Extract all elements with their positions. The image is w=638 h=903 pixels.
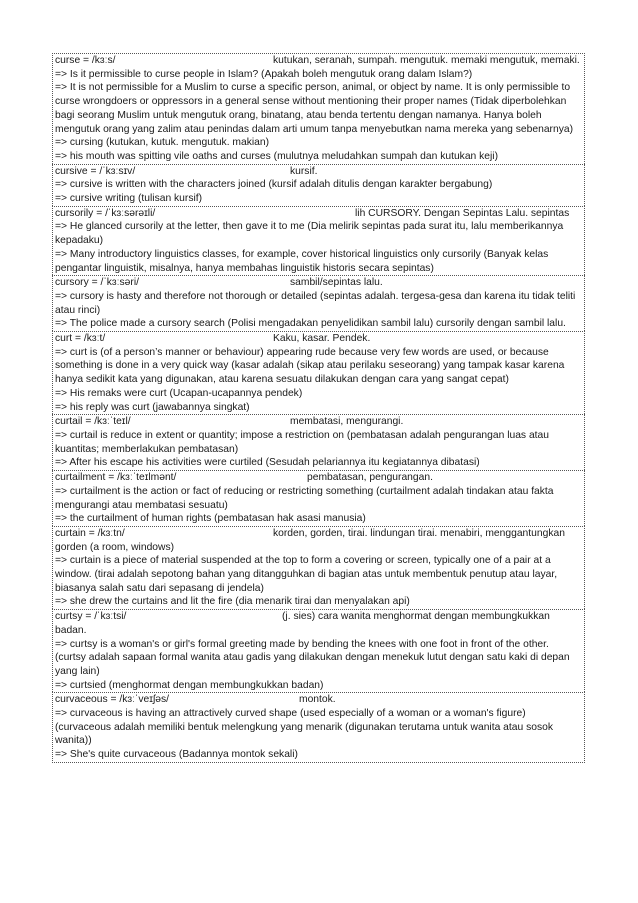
entry-headword-line <box>55 165 582 179</box>
entry-example-line: => cursing (kutukan, kutuk. mengutuk. makian) <box>55 137 270 149</box>
entry-headword-line <box>55 332 582 346</box>
entry-term: cursorily = /ˈkɜːsərəɪli/ <box>55 207 156 219</box>
entry-meaning: kutukan, seranah, sumpah. mengutuk. memaki mengutuk, memaki. <box>273 55 580 66</box>
entry-example-line: => curvaceous is having an attractively curved shape (used especially of a woman or a woman's figure) (curvaceous adalah memiliki bentuk melengkung yang menarik (digunakan terutama untuk wanita atau sosok wanita)) <box>55 708 553 747</box>
dictionary-entry <box>52 414 585 470</box>
entry-headword-line <box>55 693 582 707</box>
entry-meaning: membatasi, mengurangi. <box>290 416 404 428</box>
entry-example-line: => His remaks were curt (Ucapan-ucapannya pendek) <box>55 387 303 399</box>
entry-headword-line <box>55 276 582 290</box>
entry-term: curtsy = /ˈkɜːtsi/ <box>55 611 127 623</box>
entry-example-line: => Many introductory linguistics classes, for example, cover historical linguistics only cursorily (Banyak kelas pengantar linguistik, misalnya, hanya membahas linguistik historis secara sepintas) <box>55 248 549 274</box>
entry-meaning: kursif. <box>290 165 318 177</box>
entry-meaning: Kaku, kasar. Pendek. <box>273 333 371 345</box>
dictionary-entry <box>52 609 585 692</box>
dictionary-entry <box>52 275 585 331</box>
entry-headword-line <box>55 207 582 221</box>
entry-example-line: => The police made a cursory search (Polisi mengadakan penyelidikan sambil lalu) cursorily dengan sambil lalu. <box>55 318 566 330</box>
entry-example-line: => the curtailment of human rights (pembatasan hak asasi manusia) <box>55 513 366 525</box>
entry-example-line: => his reply was curt (jawabannya singkat) <box>55 401 250 413</box>
entry-example-line: => He glanced cursorily at the letter, then gave it to me (Dia melirik sepintas pada surat itu, lalu memberikannya kepadaku) <box>55 221 564 247</box>
entry-example-line: => curt is (of a person’s manner or behaviour) appearing rude because very few words are used, or because something is done in a very quick way (kasar adalah (sikap atau perilaku seseorang) yang tampak kasar karena hanya sedikit kata yang digunakan, atau karena sesuatu dilakukan dengan cara yang sangat cepat) <box>55 346 565 386</box>
entry-example-line: => It is not permissible for a Muslim to curse a specific person, animal, or object by name. It is only permissible to curse wrongdoers or oppressors in a general sense without mentioning their proper names (Tidak diperbolehkan bagi seorang Muslim untuk mengutuk orang, binatang, atau benda tertentu dengan namanya. Hanya boleh mengutuk orang yang zalim atau penindas dalam arti umum tanpa menyebutkan nama mereka yang sebenarnya) <box>55 82 574 135</box>
entry-example-line: => She's quite curvaceous (Badannya montok sekali) <box>55 749 298 761</box>
entry-example-line: => curtain is a piece of material suspended at the top to form a covering or screen, typically one of a pair at a window. (tirai adalah sepotong bahan yang ditangguhkan di bagian atas untuk membentuk penutup atau layar, biasanya salah satu dari sepasang di jendela) <box>55 555 558 594</box>
dictionary-page <box>52 53 585 763</box>
entry-example-line: => curtailment is the action or fact of reducing or restricting something (curtailment adalah tindakan atau fakta mengurangi atau membatasi sesuatu) <box>55 485 554 511</box>
dictionary-entry <box>52 206 585 276</box>
entry-example-line: => curtail is reduce in extent or quantity; impose a restriction on (pembatasan adalah pengurangan luas atau kuantitas; memberlakukan pembatasan) <box>55 429 549 455</box>
entry-meaning: pembatasan, pengurangan. <box>307 472 433 484</box>
entry-term: curvaceous = /kɜːˈveɪʃəs/ <box>55 694 169 706</box>
entry-example-line: => his mouth was spitting vile oaths and curses (mulutnya meludahkan sumpah dan kutukan keji) <box>55 150 499 162</box>
entry-example-line: => cursive is written with the characters joined (kursif adalah ditulis dengan karakter bergabung) <box>55 179 493 191</box>
entry-meaning: sambil/sepintas lalu. <box>290 277 383 289</box>
dictionary-entry <box>52 526 585 609</box>
dictionary-entry <box>52 692 585 763</box>
entry-headword-line <box>55 54 582 68</box>
entry-example-line: => Is it permissible to curse people in Islam? (Apakah boleh mengutuk orang dalam Islam?) <box>55 68 473 80</box>
entry-example-line: => she drew the curtains and lit the fire (dia menarik tirai dan menyalakan api) <box>55 596 410 608</box>
entry-term: curtain = /kɜːtn/ <box>55 527 125 539</box>
dictionary-entry <box>52 53 585 164</box>
entry-headword-line <box>55 527 582 554</box>
entry-headword-line <box>55 471 582 485</box>
dictionary-entry <box>52 331 585 414</box>
entry-headword-line <box>55 415 582 429</box>
entry-example-line: => curtsied (menghormat dengan membungkukkan badan) <box>55 679 324 691</box>
entry-example-line: => After his escape his activities were curtiled (Sesudah pelariannya itu kegiatannya dibatasi) <box>55 457 480 469</box>
entry-meaning: montok. <box>299 694 336 706</box>
entry-meaning: korden, gorden, tirai. lindungan tirai. menabiri, menggantungkan gorden (a room, windows) <box>55 527 565 553</box>
entry-term: curse = /kɜːs/ <box>55 55 116 66</box>
dictionary-entry <box>52 164 585 206</box>
entry-term: cursive = /ˈkɜːsɪv/ <box>55 165 136 177</box>
entry-meaning: lih CURSORY. Dengan Sepintas Lalu. sepintas <box>355 207 570 219</box>
entry-example-line: => cursive writing (tulisan kursif) <box>55 193 203 205</box>
entry-headword-line <box>55 610 582 637</box>
entry-meaning: (j. sies) cara wanita menghormat dengan membungkukkan badan. <box>55 611 550 636</box>
entry-term: curtail = /kɜːˈteɪl/ <box>55 416 131 428</box>
entry-term: curt = /kɜːt/ <box>55 333 106 345</box>
dictionary-entry <box>52 470 585 526</box>
entry-term: curtailment = /kɜːˈteɪlmənt/ <box>55 472 177 484</box>
entry-term: cursory = /ˈkɜːsəri/ <box>55 277 139 289</box>
entry-example-line: => cursory is hasty and therefore not thorough or detailed (sepintas adalah. tergesa-gesa dan karena itu tidak teliti atau rinci) <box>55 290 576 316</box>
entry-example-line: => curtsy is a woman's or girl's formal greeting made by bending the knees with one foot in front of the other. (curtsy adalah sapaan formal wanita atau gadis yang dilakukan dengan menekuk lutut dengan satu kaki di depan yang lain) <box>55 638 570 677</box>
